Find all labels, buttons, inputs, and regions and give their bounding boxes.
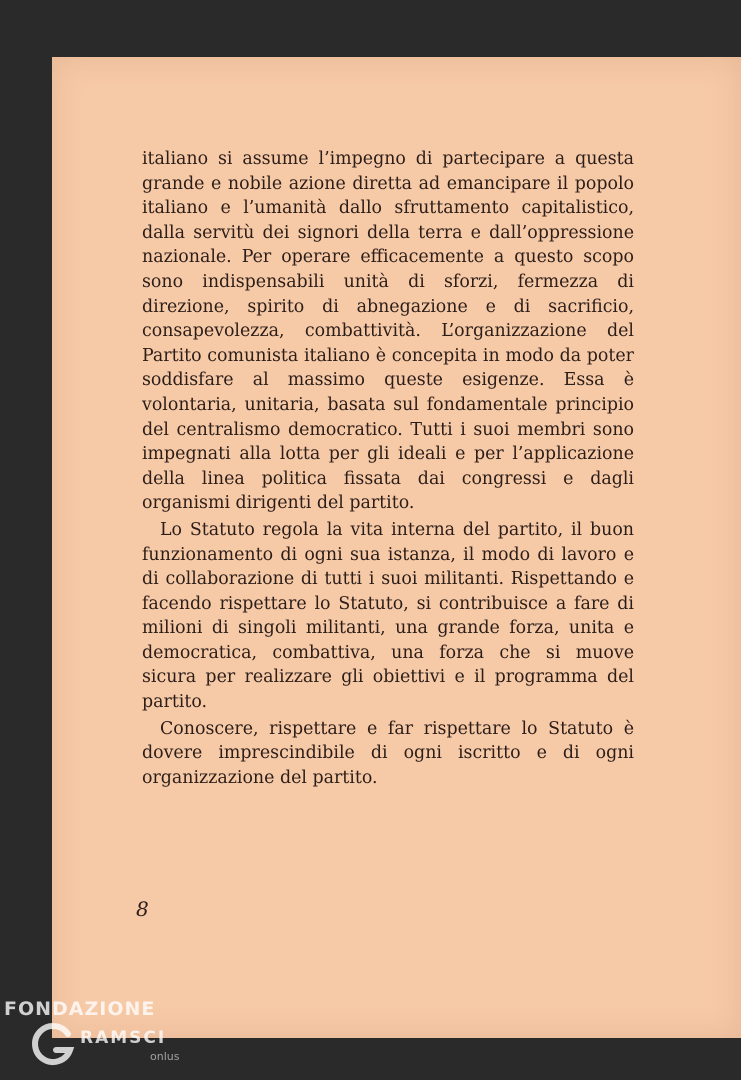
paragraph-3: Conoscere, rispettare e far rispettare lo Statuto è dovere imprescindibile di ogni iscritto e di ogni organizzazione del partito. [142, 718, 634, 788]
paragraph-2: Lo Statuto regola la vita interna del partito, il buon funzionamento di ogni sua istanza, il modo di lavoro e di collaborazione di tutti i suoi militanti. Rispettando e facendo rispettare lo Statuto, si contribuisce a fare di milioni di singoli militanti, una grande forza, unita e democratica, combattiva, una forza che si muove sicura per realizzare gli obiettivi e il programma del partito. [142, 519, 634, 713]
page-number: 8 [136, 897, 149, 921]
watermark [4, 998, 204, 1078]
watermark-line2: RAMSCI [80, 1028, 167, 1048]
paragraph-1: italiano si assume l’impegno di partecipare a questa grande e nobile azione diretta ad emancipare il popolo italiano e l’umanità dallo sfruttamento capitalistico, dalla servitù dei signori della terra e dall’oppressione nazionale. Per operare efficacemente a questo scopo sono indispensabili unità di sforzi, fermezza di direzione, spirito di abnegazione e di sacrificio, consapevolezza, combattività. L’organizzazione del Partito comunista italiano è concepita in modo da poter soddisfare al massimo queste esigenze. Essa è volontaria, unitaria, basata sul fondamentale principio del centralismo democratico. Tutti i suoi membri sono impegnati alla lotta per gli ideali e per l’applicazione della linea politica fissata dai congressi e dagli organismi dirigenti del partito. [142, 149, 634, 514]
watermark-line3: onlus [150, 1050, 180, 1063]
watermark-line1: FONDAZIONE [4, 998, 156, 1020]
body-text [142, 147, 634, 790]
document-page [52, 57, 741, 1038]
g-logo-icon [28, 1020, 78, 1070]
